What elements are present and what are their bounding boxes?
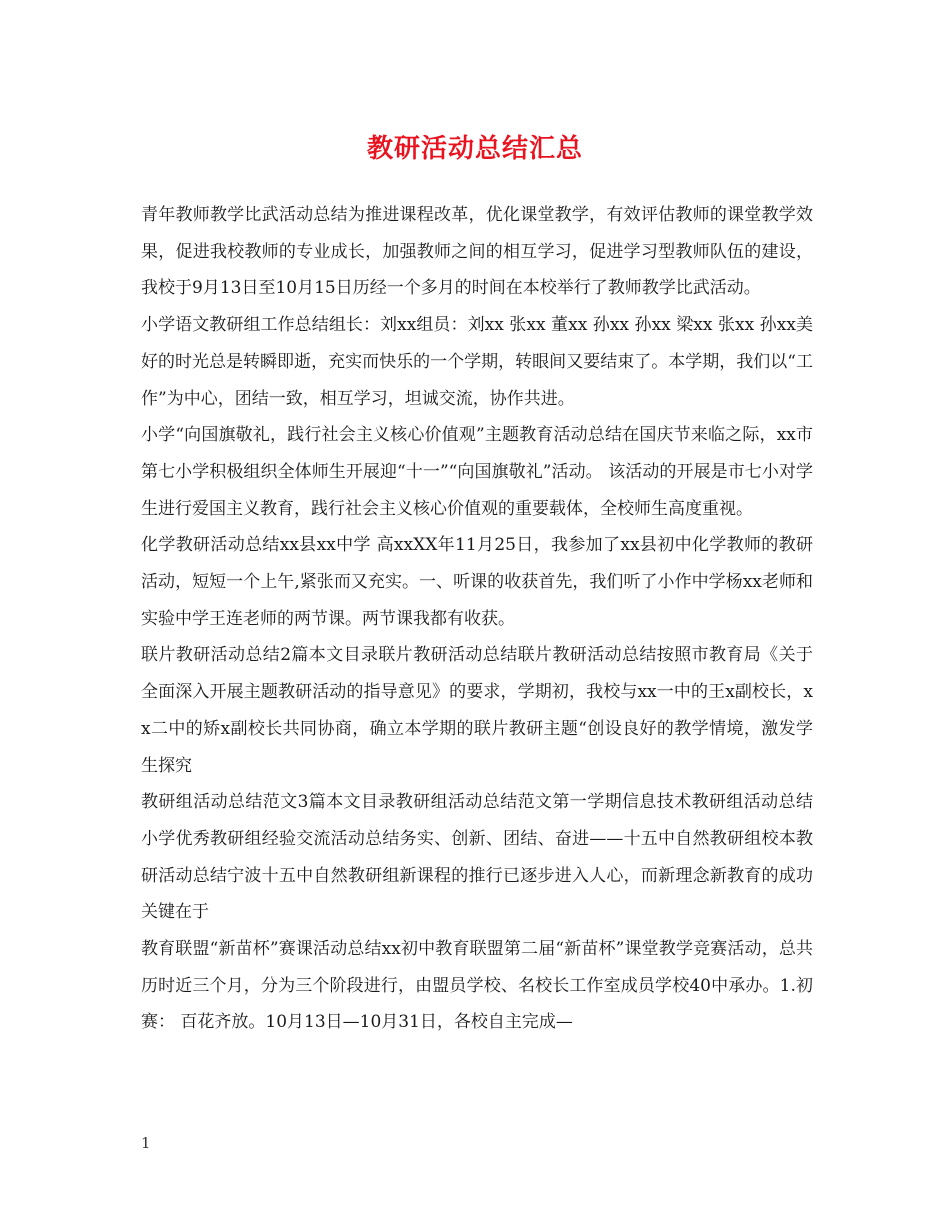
paragraph-4: 化学教研活动总结xx县xx中学 高xxXX年11月25日，我参加了xx县初中化学教师的教研活动，短短一个上午,紧张而又充实。一、听课的收获首先，我们听了小作中学杨xx老师和实验中学王连老师的两节课。两节课我都有收获。	[141, 535, 813, 629]
paragraph-3: 小学“向国旗敬礼，践行社会主义核心价值观”主题教育活动总结在国庆节来临之际，xx市第七小学积极组织全体师生开展迎“十一”“向国旗敬礼”活动。 该活动的开展是市七小对学生进行爱国主义教育，践行社会主义核心价值观的重要载体，全校师生高度重视。	[141, 425, 813, 519]
paragraph-5: 联片教研活动总结2篇本文目录联片教研活动总结联片教研活动总结按照市教育局《关于全面深入开展主题教研活动的指导意见》的要求，学期初，我校与xx一中的王x副校长，xx二中的矫x副校长共同协商，确立本学期的联片教研主题“创设良好的教学情境，激发学生探究	[141, 645, 813, 776]
document-title: 教研活动总结汇总	[366, 134, 583, 164]
paragraph-6: 教研组活动总结范文3篇本文目录教研组活动总结范文第一学期信息技术教研组活动总结小学优秀教研组经验交流活动总结务实、创新、团结、奋进——十五中自然教研组校本教研活动总结宁波十五中自然教研组新课程的推行已逐步进入人心，而新理念新教育的成功关键在于	[141, 792, 813, 923]
page-number: 1	[141, 1134, 151, 1152]
document-body	[141, 197, 813, 1041]
paragraph-7: 教育联盟“新苗杯”赛课活动总结xx初中教育联盟第二届“新苗杯”课堂教学竞赛活动，总共历时近三个月，分为三个阶段进行，由盟员学校、名校长工作室成员学校40中承办。1.初赛： 百花齐放。10月13日—10月31日，各校自主完成—	[141, 939, 813, 1033]
paragraph-1: 青年教师教学比武活动总结为推进课程改革，优化课堂教学，有效评估教师的课堂教学效果，促进我校教师的专业成长，加强教师之间的相互学习，促进学习型教师队伍的建设，我校于9月13日至10月15日历经一个多月的时间在本校举行了教师教学比武活动。	[141, 205, 813, 299]
paragraph-2: 小学语文教研组工作总结组长：刘xx组员：刘xx 张xx 董xx 孙xx 孙xx 梁xx 张xx 孙xx美好的时光总是转瞬即逝，充实而快乐的一个学期，转眼间又要结束了。本学期，我们以“工作”为中心，团结一致，相互学习，坦诚交流，协作共进。	[141, 315, 813, 409]
